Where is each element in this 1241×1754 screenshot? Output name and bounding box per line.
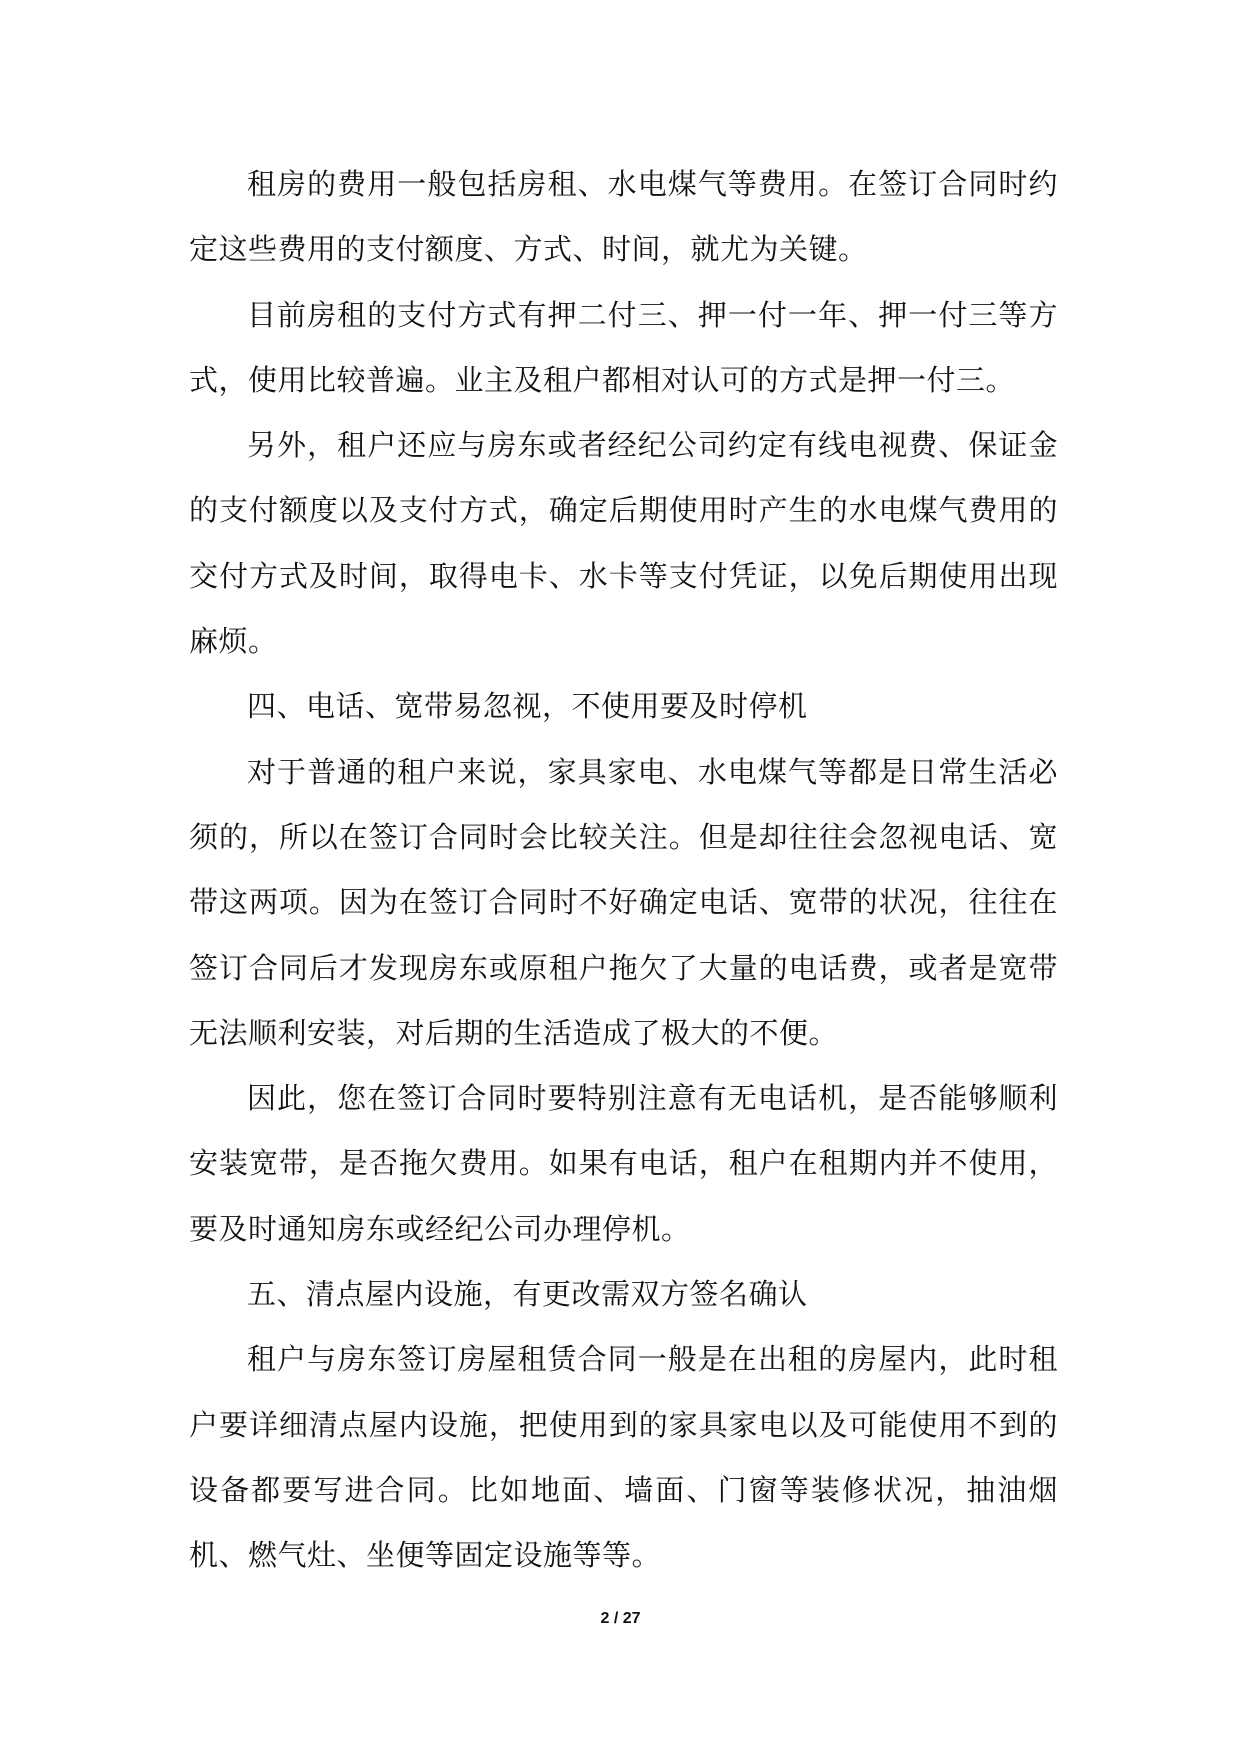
section-heading-facilities: 五、清点屋内设施，有更改需双方签名确认 (247, 1277, 808, 1312)
paragraph-payment-methods: 目前房租的支付方式有押二付三、押一付一年、押一付三等方式，使用比较普遍。业主及租户都相对认可的方式是押一付三。 (189, 297, 1058, 397)
paragraph-phone-broadband: 对于普通的租户来说，家具家电、水电煤气等都是日常生活必须的，所以在签订合同时会比较关注。但是却往往会忽视电话、宽带这两项。因为在签订合同时不好确定电话、宽带的状况，往往在签订合同后才发现房东或原租户拖欠了大量的电话费，或者是宽带无法顺利安装，对后期的生活造成了极大的不便。 (189, 754, 1058, 1050)
paragraph-phone-advice: 因此，您在签订合同时要特别注意有无电话机，是否能够顺利安装宽带，是否拖欠费用。如果有电话，租户在租期内并不使用，要及时通知房东或经纪公司办理停机。 (189, 1081, 1058, 1246)
section-heading-phone-broadband: 四、电话、宽带易忽视，不使用要及时停机 (247, 689, 808, 724)
page-number: 2 / 27 (600, 1610, 641, 1627)
paragraph-fees: 租房的费用一般包括房租、水电煤气等费用。在签订合同时约定这些费用的支付额度、方式、时间，就尤为关键。 (189, 167, 1058, 267)
paragraph-facilities: 租户与房东签订房屋租赁合同一般是在出租的房屋内，此时租户要详细清点屋内设施，把使用到的家具家电以及可能使用不到的设备都要写进合同。比如地面、墙面、门窗等装修状况，抽油烟机、燃气灶、坐便等固定设施等等。 (189, 1342, 1058, 1573)
document-body (189, 152, 1058, 1589)
paragraph-other-fees: 另外，租户还应与房东或者经纪公司约定有线电视费、保证金的支付额度以及支付方式，确定后期使用时产生的水电煤气费用的交付方式及时间，取得电卡、水卡等支付凭证，以免后期使用出现麻烦。 (189, 428, 1058, 659)
